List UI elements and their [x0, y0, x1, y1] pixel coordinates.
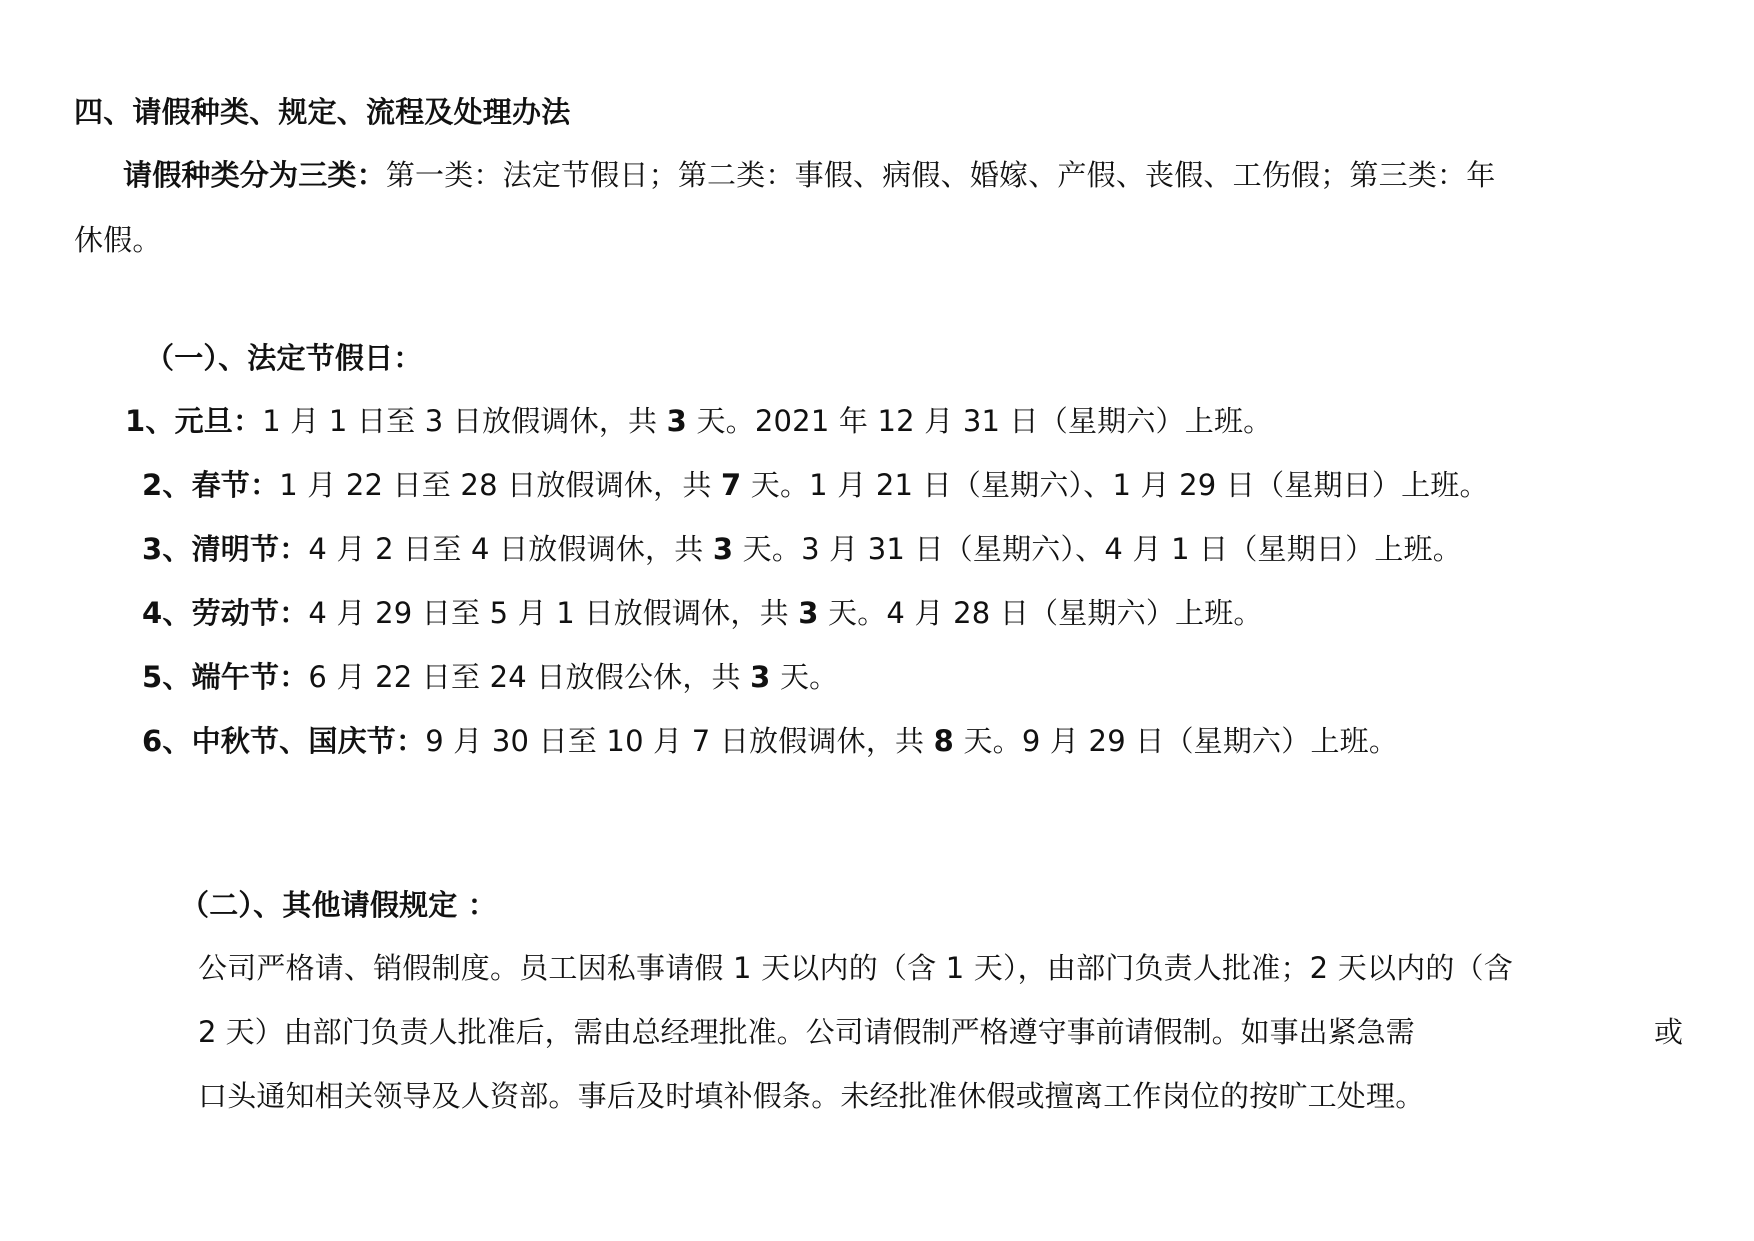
holiday-days: 8 — [933, 724, 955, 758]
intro-paragraph-line1 — [123, 155, 1495, 195]
holiday-item — [142, 529, 1462, 569]
holiday-item — [142, 657, 838, 697]
other-rules-line1: 公司严格请、销假制度。员工因私事请假 1 天以内的（含 1 天），由部门负责人批准；2 天以内的（含 — [198, 951, 1513, 985]
other-rules-line2-main: 2 天）由部门负责人批准后，需由总经理批准。公司请假制严格遵守事前请假制。如事出紧急需 — [198, 1015, 1415, 1049]
holiday-item — [142, 593, 1263, 633]
holiday-item — [142, 721, 1398, 761]
holiday-text: 4 月 2 日至 4 日放假调休，共 — [308, 532, 713, 566]
holiday-label: 1、元旦： — [125, 404, 263, 438]
holidays-heading: （一）、法定节假日： — [145, 341, 423, 375]
holiday-days: 3 — [666, 404, 688, 438]
holiday-text-end: 天。9 月 29 日（星期六）上班。 — [954, 724, 1399, 758]
holiday-item — [142, 465, 1489, 505]
holiday-text-end: 天。2021 年 12 月 31 日（星期六）上班。 — [687, 404, 1273, 438]
other-rules-line2 — [198, 1012, 1683, 1052]
holiday-text: 1 月 1 日至 3 日放假调休，共 — [262, 404, 667, 438]
intro-bold-label: 请假种类分为三类： — [123, 158, 386, 192]
holiday-text: 9 月 30 日至 10 月 7 日放假调休，共 — [425, 724, 934, 758]
holiday-days: 3 — [798, 596, 819, 630]
holiday-text: 6 月 22 日至 24 日放假公休，共 — [308, 660, 751, 694]
other-rules-line2-end: 或 — [1653, 1015, 1683, 1049]
holiday-days: 7 — [720, 468, 742, 502]
holiday-days: 3 — [712, 532, 734, 566]
holiday-label: 4、劳动节： — [142, 596, 309, 630]
holiday-days: 3 — [750, 660, 771, 694]
holiday-text: 4 月 29 日至 5 月 1 日放假调休，共 — [308, 596, 799, 630]
intro-paragraph-line2: 休假。 — [74, 223, 162, 257]
holiday-text: 1 月 22 日至 28 日放假调休，共 — [279, 468, 721, 502]
holiday-label: 2、春节： — [142, 468, 280, 502]
holiday-text-end: 天。 — [770, 660, 839, 694]
holiday-text-end: 天。4 月 28 日（星期六）上班。 — [818, 596, 1263, 630]
holiday-label: 5、端午节： — [142, 660, 309, 694]
other-rules-heading: （二）、其他请假规定 ： — [180, 888, 497, 922]
holiday-label: 3、清明节： — [142, 532, 309, 566]
holiday-label: 6、中秋节、国庆节： — [142, 724, 426, 758]
holiday-item — [125, 401, 1272, 441]
holiday-text-end: 天。3 月 31 日（星期六）、4 月 1 日（星期日）上班。 — [733, 532, 1462, 566]
other-rules-line3: 口头通知相关领导及人资部。事后及时填补假条。未经批准休假或擅离工作岗位的按旷工处理。 — [198, 1079, 1425, 1113]
holiday-text-end: 天。1 月 21 日（星期六）、1 月 29 日（星期日）上班。 — [741, 468, 1489, 502]
intro-text: 第一类：法定节假日；第二类：事假、病假、婚嫁、产假、丧假、工伤假；第三类：年 — [385, 158, 1496, 192]
section-heading: 四、请假种类、规定、流程及处理办法 — [74, 95, 571, 129]
